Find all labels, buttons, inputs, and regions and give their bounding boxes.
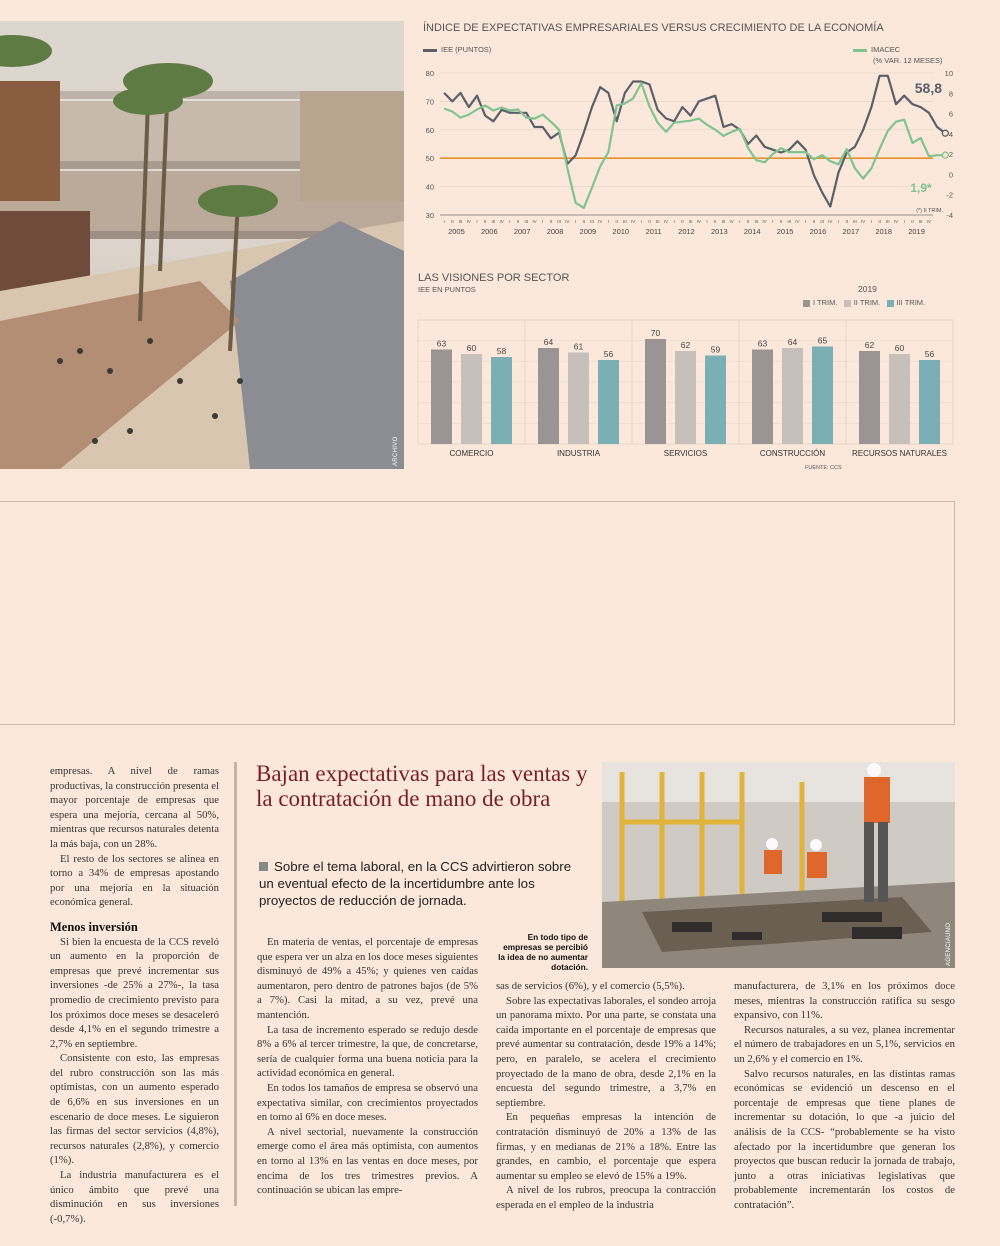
workers-photo-illustration <box>602 762 955 968</box>
x-quarter-label: I <box>739 219 741 224</box>
x-quarter-label: II <box>911 219 914 224</box>
x-quarter-label: I <box>903 219 905 224</box>
col4-paragraph: Salvo recursos naturales, en las distintas ramas económicas se evidenció un descenso en el porcentaje de empresas que tiene planes de incrementar su dotación, lo que -a juicio del análisis de la CCS- “probablemente se ha visto afectado por la incertidumbre que generan los proyectos que buscan reducir la jornada de trabajo, junto a otras iniciativas legislativas que probablemente incrementarán los costos de contratación”. <box>734 1067 955 1211</box>
x-quarter-label: III <box>491 219 496 224</box>
col2-paragraph: La tasa de incremento esperado se redujo desde 8% a 6% al tercer trimestre, la que, de concretarse, sería de cualquier forma una buena noticia para la actividad económica en general. <box>257 1023 478 1080</box>
x-year-label: 2010 <box>612 227 630 236</box>
x-quarter-label: II <box>845 219 848 224</box>
bar-itrim-3 <box>752 350 773 445</box>
footnote-label: (*) II TRIM. <box>916 208 943 214</box>
y-tick-label-left: 40 <box>425 182 434 192</box>
x-year-label: 2014 <box>743 227 761 236</box>
x-quarter-label: II <box>812 219 816 224</box>
bar-value-label: 58 <box>496 346 507 356</box>
legend-label-trim3: III TRIM. <box>896 298 926 307</box>
col1-paragraph: empresas. A nivel de ramas productivas, la construcción presenta el mayor porcentaje de empresas que espera una mejoría, cercana al 50%, mientras que recursos naturales detenta la más baja, con un 28%. <box>50 765 219 850</box>
deck-bullet-icon <box>259 862 268 871</box>
workers-photo <box>602 762 955 968</box>
y-tick-label-right: 8 <box>948 89 953 99</box>
bar-iiitrim-1 <box>598 360 619 444</box>
x-quarter-label: III <box>590 219 594 224</box>
y-tick-label-right: 6 <box>948 109 953 119</box>
x-quarter-label: III <box>885 219 890 224</box>
series-line-imacec <box>444 83 945 208</box>
article-headline: Bajan expectativas para las ventas y la contratación de mano de obra <box>256 761 588 811</box>
x-quarter-label: III <box>655 219 660 224</box>
chart-subtitle-sector: IEE EN PUNTOS <box>418 285 476 294</box>
article-column-4 <box>734 979 955 1213</box>
photo-credit: AGENCIAUNO <box>946 922 952 966</box>
legend-imacec <box>853 45 900 54</box>
x-quarter-label: IV <box>926 219 932 224</box>
x-quarter-label: III <box>820 219 824 224</box>
legend-imacec-sub: (% VAR. 12 MESES) <box>873 56 943 65</box>
col1-paragraph: Si bien la encuesta de la CCS reveló un aumento en la proporción de empresas que prevé incrementar sus inversiones -de 25% a 27%-, la tasa promedio de crecimiento previsto para los próximos doce meses se desaceleró desde 4,1% en el segundo trimestre a 2,7% en septiembre. <box>50 935 219 1050</box>
bar-value-label: 61 <box>573 341 584 352</box>
category-label: COMERCIO <box>449 449 494 458</box>
x-quarter-label: III <box>458 219 463 224</box>
col1-paragraph: Consistente con esto, las empresas del rubro construcción son las más optimistas, con un aumento esperado de 6,6% en sus inversiones en un escenario de doce meses. Le siguieron las firmas del sector servicios (4,8%), recursos naturales (2,8%), y comercio (1%). <box>50 1052 219 1167</box>
legend-item-trim2 <box>844 298 881 307</box>
x-quarter-label: I <box>542 219 544 224</box>
x-quarter-label: III <box>721 219 726 224</box>
chart-title-iee: ÍNDICE DE EXPECTATIVAS EMPRESARIALES VERSUS CRECIMIENTO DE LA ECONOMÍA <box>423 22 884 34</box>
x-year-label: 2005 <box>448 227 465 236</box>
x-quarter-label: III <box>787 219 792 224</box>
bar-iitrim-1 <box>568 353 589 445</box>
x-quarter-label: II <box>549 219 553 224</box>
x-quarter-label: IV <box>893 219 899 224</box>
y-tick-label-right: 2 <box>948 150 953 160</box>
bar-iitrim-4 <box>889 354 910 444</box>
bar-chart <box>415 315 960 470</box>
x-quarter-label: I <box>772 219 774 224</box>
bar-value-label: 62 <box>864 340 875 350</box>
y-tick-label-right: 4 <box>948 129 953 139</box>
x-quarter-label: II <box>681 219 684 224</box>
bar-value-label: 56 <box>924 349 935 359</box>
col4-paragraph: Recursos naturales, a su vez, planea incrementar el número de trabajadores en un 5,1%, servicios en un 2,6% y el comercio en 1%. <box>734 1023 955 1065</box>
y-tick-label-left: 80 <box>425 69 434 78</box>
x-quarter-label: IV <box>598 219 603 224</box>
col2-paragraph: En todos los tamaños de empresa se observó una expectativa similar, con crecimientos proyectados en torno al 6% en doce meses. <box>257 1081 478 1124</box>
col1-paragraph: La industria manufacturera es el único ámbito que prevé una disminución en sus inversiones (-0,7%). <box>50 1169 219 1225</box>
x-year-label: 2018 <box>875 227 893 236</box>
x-quarter-label: IV <box>828 219 833 224</box>
x-quarter-label: II <box>746 219 750 224</box>
x-quarter-label: I <box>443 219 445 224</box>
col2-paragraph: A nivel sectorial, nuevamente la construcción emerge como el área más optimista, con aumentos en torno al 13% en las ventas en doce meses, por encima de los tres trimestres previos. A continuación se ubican las empre- <box>257 1125 478 1197</box>
x-quarter-label: IV <box>663 219 669 224</box>
x-quarter-label: I <box>706 219 708 224</box>
photo-caption: En todo tipo de empresas se percibió la idea de no aumentar dotación. <box>498 932 588 972</box>
x-year-label: 2006 <box>480 227 498 236</box>
bar-value-label: 56 <box>603 349 614 359</box>
x-quarter-label: III <box>557 219 562 224</box>
bar-value-label: 64 <box>787 337 798 347</box>
bar-iiitrim-0 <box>491 357 512 444</box>
y-tick-label-left: 70 <box>425 97 434 107</box>
x-quarter-label: IV <box>532 219 537 224</box>
x-year-label: 2019 <box>908 227 925 236</box>
x-year-label: 2007 <box>513 227 531 236</box>
x-year-label: 2012 <box>678 227 695 236</box>
x-year-label: 2016 <box>809 227 827 236</box>
bar-iiitrim-4 <box>919 360 940 444</box>
x-quarter-label: IV <box>499 219 504 224</box>
x-quarter-label: III <box>754 219 759 224</box>
bar-value-label: 64 <box>543 337 554 347</box>
y-tick-label-left: 30 <box>425 211 434 220</box>
bar-value-label: 65 <box>817 335 828 346</box>
x-quarter-label: III <box>622 219 627 224</box>
bar-itrim-2 <box>645 339 666 444</box>
legend-swatch-trim3 <box>887 300 894 307</box>
x-quarter-label: IV <box>861 219 866 224</box>
ad-placeholder-box <box>0 501 955 725</box>
chart-title-sector: LAS VISIONES POR SECTOR <box>418 272 570 284</box>
x-quarter-label: I <box>509 219 511 224</box>
x-quarter-label: II <box>648 219 651 224</box>
x-year-label: 2017 <box>842 227 860 236</box>
x-quarter-label: I <box>805 219 807 224</box>
bar-value-label: 63 <box>436 338 447 349</box>
x-quarter-label: I <box>870 219 873 224</box>
legend-label-iee: IEE (PUNTOS) <box>441 45 492 54</box>
x-quarter-label: II <box>714 219 717 224</box>
bar-value-label: 60 <box>466 343 477 353</box>
mall-photo-illustration <box>0 21 404 469</box>
category-label: SERVICIOS <box>663 449 708 458</box>
bar-itrim-0 <box>431 350 452 445</box>
legend-swatch-trim1 <box>803 300 810 307</box>
article-deck <box>259 858 579 909</box>
col4-paragraph: manufacturera, de 3,1% en los próximos doce meses, mientras la construcción ratifica su sesgo expansivo, con 11%. <box>734 980 955 1022</box>
x-quarter-label: I <box>607 219 610 224</box>
x-quarter-label: IV <box>630 219 636 224</box>
y-tick-label-left: 60 <box>425 125 434 135</box>
bar-value-label: 62 <box>680 340 691 350</box>
legend-label-trim1: I TRIM. <box>813 298 838 307</box>
legend-label-trim2: II TRIM. <box>853 298 881 307</box>
x-quarter-label: I <box>476 219 478 224</box>
x-quarter-label: II <box>582 219 586 224</box>
source-label: FUENTE: CCS <box>805 465 842 470</box>
col3-paragraph: sas de servicios (6%), y el comercio (5,5%). <box>496 980 685 992</box>
bar-iiitrim-2 <box>705 356 726 445</box>
bar-itrim-1 <box>538 348 559 444</box>
article-column-3 <box>496 979 716 1213</box>
x-year-label: 2008 <box>546 227 564 236</box>
article-column-1 <box>50 764 219 1226</box>
x-quarter-label: III <box>524 219 529 224</box>
x-quarter-label: IV <box>696 219 701 224</box>
article-column-2 <box>257 935 478 1198</box>
category-label: CONSTRUCCIÓN <box>759 449 826 458</box>
col1-paragraph: El resto de los sectores se alinea en torno a 34% de empresas apostando por una mejoría en la situación económica general. <box>50 852 219 909</box>
line-chart <box>415 60 975 245</box>
y-tick-label-right: 10 <box>944 69 953 78</box>
bar-iiitrim-3 <box>812 347 833 445</box>
imacec-end-marker <box>942 152 948 158</box>
x-quarter-label: IV <box>466 219 471 224</box>
deck-text: Sobre el tema laboral, en la CCS advirtieron sobre un eventual efecto de la incertidumbre ante los proyectos de reducción de jornada. <box>259 859 572 908</box>
bar-itrim-4 <box>859 351 880 444</box>
bar-iitrim-2 <box>675 351 696 444</box>
legend-item-trim3 <box>887 298 926 307</box>
y-tick-label-right: -2 <box>946 190 953 200</box>
legend-swatch-iee <box>423 49 437 52</box>
x-quarter-label: II <box>615 219 618 224</box>
x-quarter-label: II <box>878 219 881 224</box>
legend-iee <box>423 45 491 54</box>
x-year-label: 2011 <box>645 227 662 236</box>
x-quarter-label: III <box>853 219 857 224</box>
legend-swatch-trim2 <box>844 300 851 307</box>
x-quarter-label: I <box>673 219 675 224</box>
x-quarter-label: I <box>640 219 642 224</box>
x-quarter-label: II <box>516 219 520 224</box>
y-tick-label-right: 0 <box>948 170 953 180</box>
mall-photo <box>0 21 404 469</box>
x-quarter-label: IV <box>762 219 767 224</box>
category-label: RECURSOS NATURALES <box>852 449 947 458</box>
x-quarter-label: III <box>688 219 693 224</box>
col3-paragraph: En pequeñas empresas la intención de contratación disminuyó de 20% a 13% de las firmas, y en medianas de 21% a 18%. Entre las grandes, en cambio, el porcentaje que espera aumentar su empleo se elevó de 15% a 19%. <box>496 1111 716 1182</box>
x-quarter-label: I <box>837 219 840 224</box>
y-tick-label-right: -4 <box>946 211 953 220</box>
imacec-last-value-label: 1,9* <box>910 181 932 195</box>
bar-value-label: 59 <box>710 344 721 355</box>
x-quarter-label: III <box>918 219 923 224</box>
iee-end-marker <box>942 130 948 136</box>
bar-value-label: 70 <box>650 328 661 338</box>
bar-year-label: 2019 <box>858 284 877 294</box>
column-divider <box>234 762 237 1206</box>
x-year-label: 2015 <box>776 227 794 236</box>
col2-paragraph: En materia de ventas, el porcentaje de empresas que espera ver un alza en los doce meses siguientes disminuyó de 49% a 45%; y quienes ven caídas aumentaron, pero dentro de patrones bajos (de 5% a 7%). Casi la mitad, a su vez, prevé una mantención. <box>257 936 478 1021</box>
legend-swatch-imacec <box>853 49 867 52</box>
photo-credit: ARCHIVO <box>393 436 399 466</box>
subhead-menos-inversion: Menos inversión <box>50 919 138 934</box>
x-quarter-label: II <box>779 219 783 224</box>
legend-label-imacec: IMACEC <box>871 45 901 54</box>
col3-paragraph: Sobre las expectativas laborales, el sondeo arroja un panorama mixto. Por una parte, se constata una caída importante en el porcentaje de empresas que prevé aumentar su contratación, desde 19% a 14%; pero, en paralelo, se acelera el crecimiento proyectado de la mano de obra, desde 2,1% en la encuesta del segundo trimestre, a 3,7% en septiembre. <box>496 994 716 1109</box>
bar-iitrim-3 <box>782 348 803 444</box>
x-quarter-label: IV <box>795 219 800 224</box>
bar-value-label: 63 <box>757 338 768 349</box>
x-year-label: 2009 <box>579 227 597 236</box>
x-quarter-label: I <box>574 219 577 224</box>
x-quarter-label: II <box>451 219 454 224</box>
category-label: INDUSTRIA <box>556 449 601 458</box>
iee-last-value-label: 58,8 <box>914 80 942 96</box>
x-year-label: 2013 <box>711 227 728 236</box>
bar-value-label: 60 <box>894 343 905 353</box>
col3-paragraph: A nivel de los rubros, preocupa la contracción esperada en el empleo de la industria <box>496 1184 716 1211</box>
x-quarter-label: IV <box>565 219 570 224</box>
x-quarter-label: IV <box>729 219 734 224</box>
bar-iitrim-0 <box>461 354 482 444</box>
x-quarter-label: II <box>483 219 487 224</box>
legend-item-trim1 <box>803 298 837 307</box>
bar-legend <box>803 298 925 307</box>
y-tick-label-left: 50 <box>425 154 434 164</box>
